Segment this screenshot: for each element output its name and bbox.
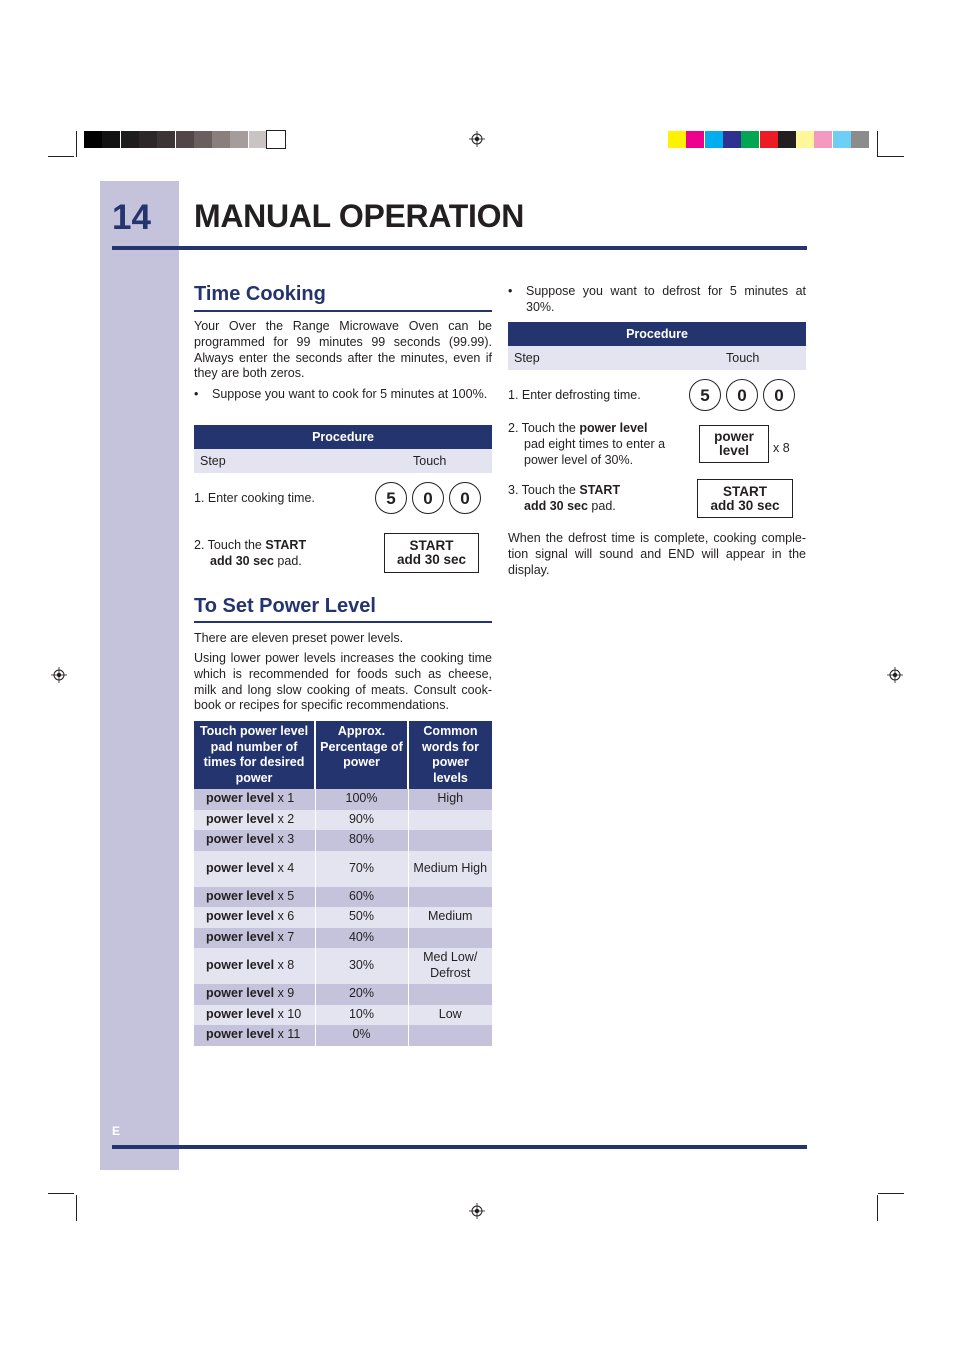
cell-times xyxy=(194,851,315,887)
times-value: x 9 xyxy=(277,986,295,1001)
step-text: 3. Touch the xyxy=(508,483,580,497)
step-bold: add 30 sec xyxy=(524,498,588,513)
table-row xyxy=(194,789,492,810)
defrost-bullet xyxy=(508,284,806,316)
color-swatch xyxy=(796,131,814,148)
side-margin-bar xyxy=(100,181,179,1170)
step-bold: START xyxy=(265,538,307,552)
color-swatch xyxy=(212,131,230,148)
bullet-text: Suppose you want to cook for 5 minutes at 100%. xyxy=(212,387,488,401)
crop-mark xyxy=(877,131,878,157)
page-title: MANUAL OPERATION xyxy=(194,198,525,234)
step-1: 1. Enter cooking time. xyxy=(194,491,315,505)
cell-times xyxy=(194,984,315,1005)
pad-label: power level xyxy=(206,832,275,847)
table-row xyxy=(194,948,492,984)
table-row xyxy=(194,887,492,908)
cell-times xyxy=(194,1025,315,1046)
header-rule xyxy=(112,246,807,250)
step-bold: START xyxy=(579,483,621,497)
table-row xyxy=(194,1025,492,1046)
number-pad-key[interactable]: 0 xyxy=(726,379,758,411)
registration-mark-icon xyxy=(469,1203,485,1219)
cell-word xyxy=(408,1025,492,1046)
color-swatch xyxy=(741,131,759,148)
step-2 xyxy=(508,421,688,468)
pad-label: power level xyxy=(206,1027,275,1042)
pad-label: level xyxy=(718,443,750,458)
pad-label: add 30 sec xyxy=(396,552,467,567)
step-text: pad. xyxy=(587,498,616,513)
number-pad-key[interactable]: 5 xyxy=(689,379,721,411)
pad-label: power level xyxy=(206,1006,275,1021)
cell-percent: 40% xyxy=(315,928,408,949)
table-row xyxy=(194,830,492,851)
crop-mark xyxy=(48,1193,74,1194)
number-pad-key[interactable]: 0 xyxy=(449,482,481,514)
times-value: x 2 xyxy=(277,811,295,826)
cell-times xyxy=(194,887,315,908)
color-swatch xyxy=(194,131,212,148)
cell-word: Med Low/ Defrost xyxy=(408,948,492,984)
number-pad-key[interactable]: 5 xyxy=(375,482,407,514)
cell-percent: 100% xyxy=(315,789,408,810)
times-value: x 8 xyxy=(277,958,295,973)
table-header: Common words for power levels xyxy=(408,721,492,789)
start-pad[interactable] xyxy=(384,533,479,573)
color-swatch xyxy=(668,131,686,148)
times-value: x 10 xyxy=(277,1006,302,1021)
number-pad-key[interactable]: 0 xyxy=(412,482,444,514)
color-swatch xyxy=(249,131,267,148)
page-number: 14 xyxy=(112,198,151,237)
cell-word xyxy=(408,887,492,908)
color-swatch xyxy=(102,131,120,148)
table-row xyxy=(194,928,492,949)
number-pad-key[interactable]: 0 xyxy=(763,379,795,411)
footer-rule xyxy=(112,1145,807,1149)
defrost-completion-note: When the defrost time is complete, cooking comple-tion signal will sound and END will appear in the display. xyxy=(508,531,806,577)
step-bold: power level xyxy=(579,421,648,435)
color-swatch xyxy=(176,131,194,148)
color-swatch xyxy=(833,131,851,148)
press-count: x 8 xyxy=(773,441,790,455)
color-swatch xyxy=(157,131,175,148)
pad-label: power level xyxy=(206,909,275,924)
cell-percent: 50% xyxy=(315,907,408,928)
color-swatch xyxy=(723,131,741,148)
color-swatch xyxy=(139,131,157,148)
step-text: pad eight times to enter a power level of 30%. xyxy=(524,436,666,467)
cell-times xyxy=(194,928,315,949)
cell-times xyxy=(194,1005,315,1026)
crop-mark xyxy=(76,1195,77,1221)
procedure-column-header xyxy=(508,346,806,370)
color-swatch xyxy=(814,131,832,148)
step-text: pad. xyxy=(273,553,302,568)
times-value: x 5 xyxy=(277,888,295,903)
registration-mark-icon xyxy=(887,667,903,683)
cell-percent: 70% xyxy=(315,851,408,887)
cell-percent: 90% xyxy=(315,810,408,831)
cell-percent: 80% xyxy=(315,830,408,851)
pad-label: add 30 sec xyxy=(710,497,780,513)
color-swatch xyxy=(851,131,869,148)
crop-mark xyxy=(76,131,77,157)
power-level-intro-1: There are eleven preset power levels. xyxy=(194,631,404,645)
cell-percent: 30% xyxy=(315,948,408,984)
pad-label: power level xyxy=(206,888,275,903)
pad-label: power level xyxy=(206,811,275,826)
registration-mark-icon xyxy=(51,667,67,683)
cell-word: Medium xyxy=(408,907,492,928)
step-2 xyxy=(194,538,364,570)
cell-times xyxy=(194,948,315,984)
color-swatch xyxy=(267,131,285,148)
pad-label: START xyxy=(723,483,767,499)
step-3 xyxy=(508,483,688,515)
section-heading-time-cooking: Time Cooking xyxy=(194,283,326,305)
pad-label: power level xyxy=(206,860,275,875)
table-header: Approx. Percentage of power xyxy=(315,721,408,789)
time-cooking-bullet xyxy=(194,387,492,403)
color-swatch xyxy=(705,131,723,148)
procedure-header: Procedure xyxy=(508,322,806,347)
registration-mark-icon xyxy=(469,131,485,147)
col-step: Step xyxy=(514,351,540,365)
cell-percent: 10% xyxy=(315,1005,408,1026)
pad-label: power level xyxy=(206,958,275,973)
pad-label: START xyxy=(409,538,454,553)
table-row xyxy=(194,851,492,887)
table-header: Touch power level pad number of times for desired power xyxy=(194,721,315,789)
color-swatch xyxy=(686,131,704,148)
crop-mark xyxy=(877,1195,878,1221)
cell-word xyxy=(408,984,492,1005)
col-touch: Touch xyxy=(413,454,447,468)
table-row xyxy=(194,810,492,831)
times-value: x 4 xyxy=(277,860,295,875)
cell-word: High xyxy=(408,789,492,810)
pad-label: power level xyxy=(206,929,275,944)
table-row xyxy=(194,984,492,1005)
section-heading-power-level: To Set Power Level xyxy=(194,595,376,617)
table-header-row xyxy=(194,721,492,789)
times-value: x 1 xyxy=(277,791,295,806)
cell-word: Low xyxy=(408,1005,492,1026)
cell-percent: 0% xyxy=(315,1025,408,1046)
cell-times xyxy=(194,789,315,810)
cell-percent: 60% xyxy=(315,887,408,908)
edition-mark: E xyxy=(112,1124,121,1138)
cell-percent: 20% xyxy=(315,984,408,1005)
col-touch: Touch xyxy=(726,351,760,365)
step-1: 1. Enter defrosting time. xyxy=(508,388,641,402)
color-swatch xyxy=(121,131,139,148)
bullet-icon: • xyxy=(194,387,199,401)
step-bold: add 30 sec xyxy=(210,553,274,568)
start-pad[interactable] xyxy=(697,479,793,518)
bullet-text: Suppose you want to defrost for 5 minutes at 30%. xyxy=(526,284,806,314)
cell-word xyxy=(408,928,492,949)
procedure-column-header xyxy=(194,449,492,473)
table-row xyxy=(194,907,492,928)
power-level-intro-2: Using lower power levels increases the cooking time which is recommended for foods such as cheese, milk and long slow cooking of meats. Consult cook-book or recipes for specific recommendations. xyxy=(194,651,492,713)
section-rule xyxy=(194,621,492,623)
times-value: x 7 xyxy=(277,929,295,944)
crop-mark xyxy=(48,156,74,157)
cell-word: Medium High xyxy=(408,851,492,887)
power-level-pad[interactable] xyxy=(699,425,769,463)
col-step: Step xyxy=(200,454,226,468)
power-level-table xyxy=(194,721,492,1046)
cell-times xyxy=(194,830,315,851)
cell-word xyxy=(408,810,492,831)
table-row xyxy=(194,1005,492,1026)
step-text: 2. Touch the xyxy=(508,421,580,435)
pad-label: power xyxy=(714,429,754,444)
step-text: 2. Touch the xyxy=(194,538,266,552)
crop-mark xyxy=(878,1193,904,1194)
cell-times xyxy=(194,907,315,928)
cell-times xyxy=(194,810,315,831)
times-value: x 11 xyxy=(277,1027,301,1042)
time-cooking-intro: Your Over the Range Microwave Oven can be programmed for 99 minutes 99 seconds (99.99). Always enter the seconds after the minutes, even if they are both zeros. xyxy=(194,319,492,381)
bullet-icon: • xyxy=(508,284,513,298)
procedure-header: Procedure xyxy=(194,425,492,450)
color-swatch xyxy=(760,131,778,148)
color-swatch xyxy=(778,131,796,148)
crop-mark xyxy=(878,156,904,157)
color-swatch xyxy=(230,131,248,148)
section-rule xyxy=(194,310,492,312)
pad-label: power level xyxy=(206,986,275,1001)
color-swatch xyxy=(84,131,102,148)
cell-word xyxy=(408,830,492,851)
times-value: x 3 xyxy=(277,832,295,847)
pad-label: power level xyxy=(206,791,275,806)
times-value: x 6 xyxy=(277,909,295,924)
